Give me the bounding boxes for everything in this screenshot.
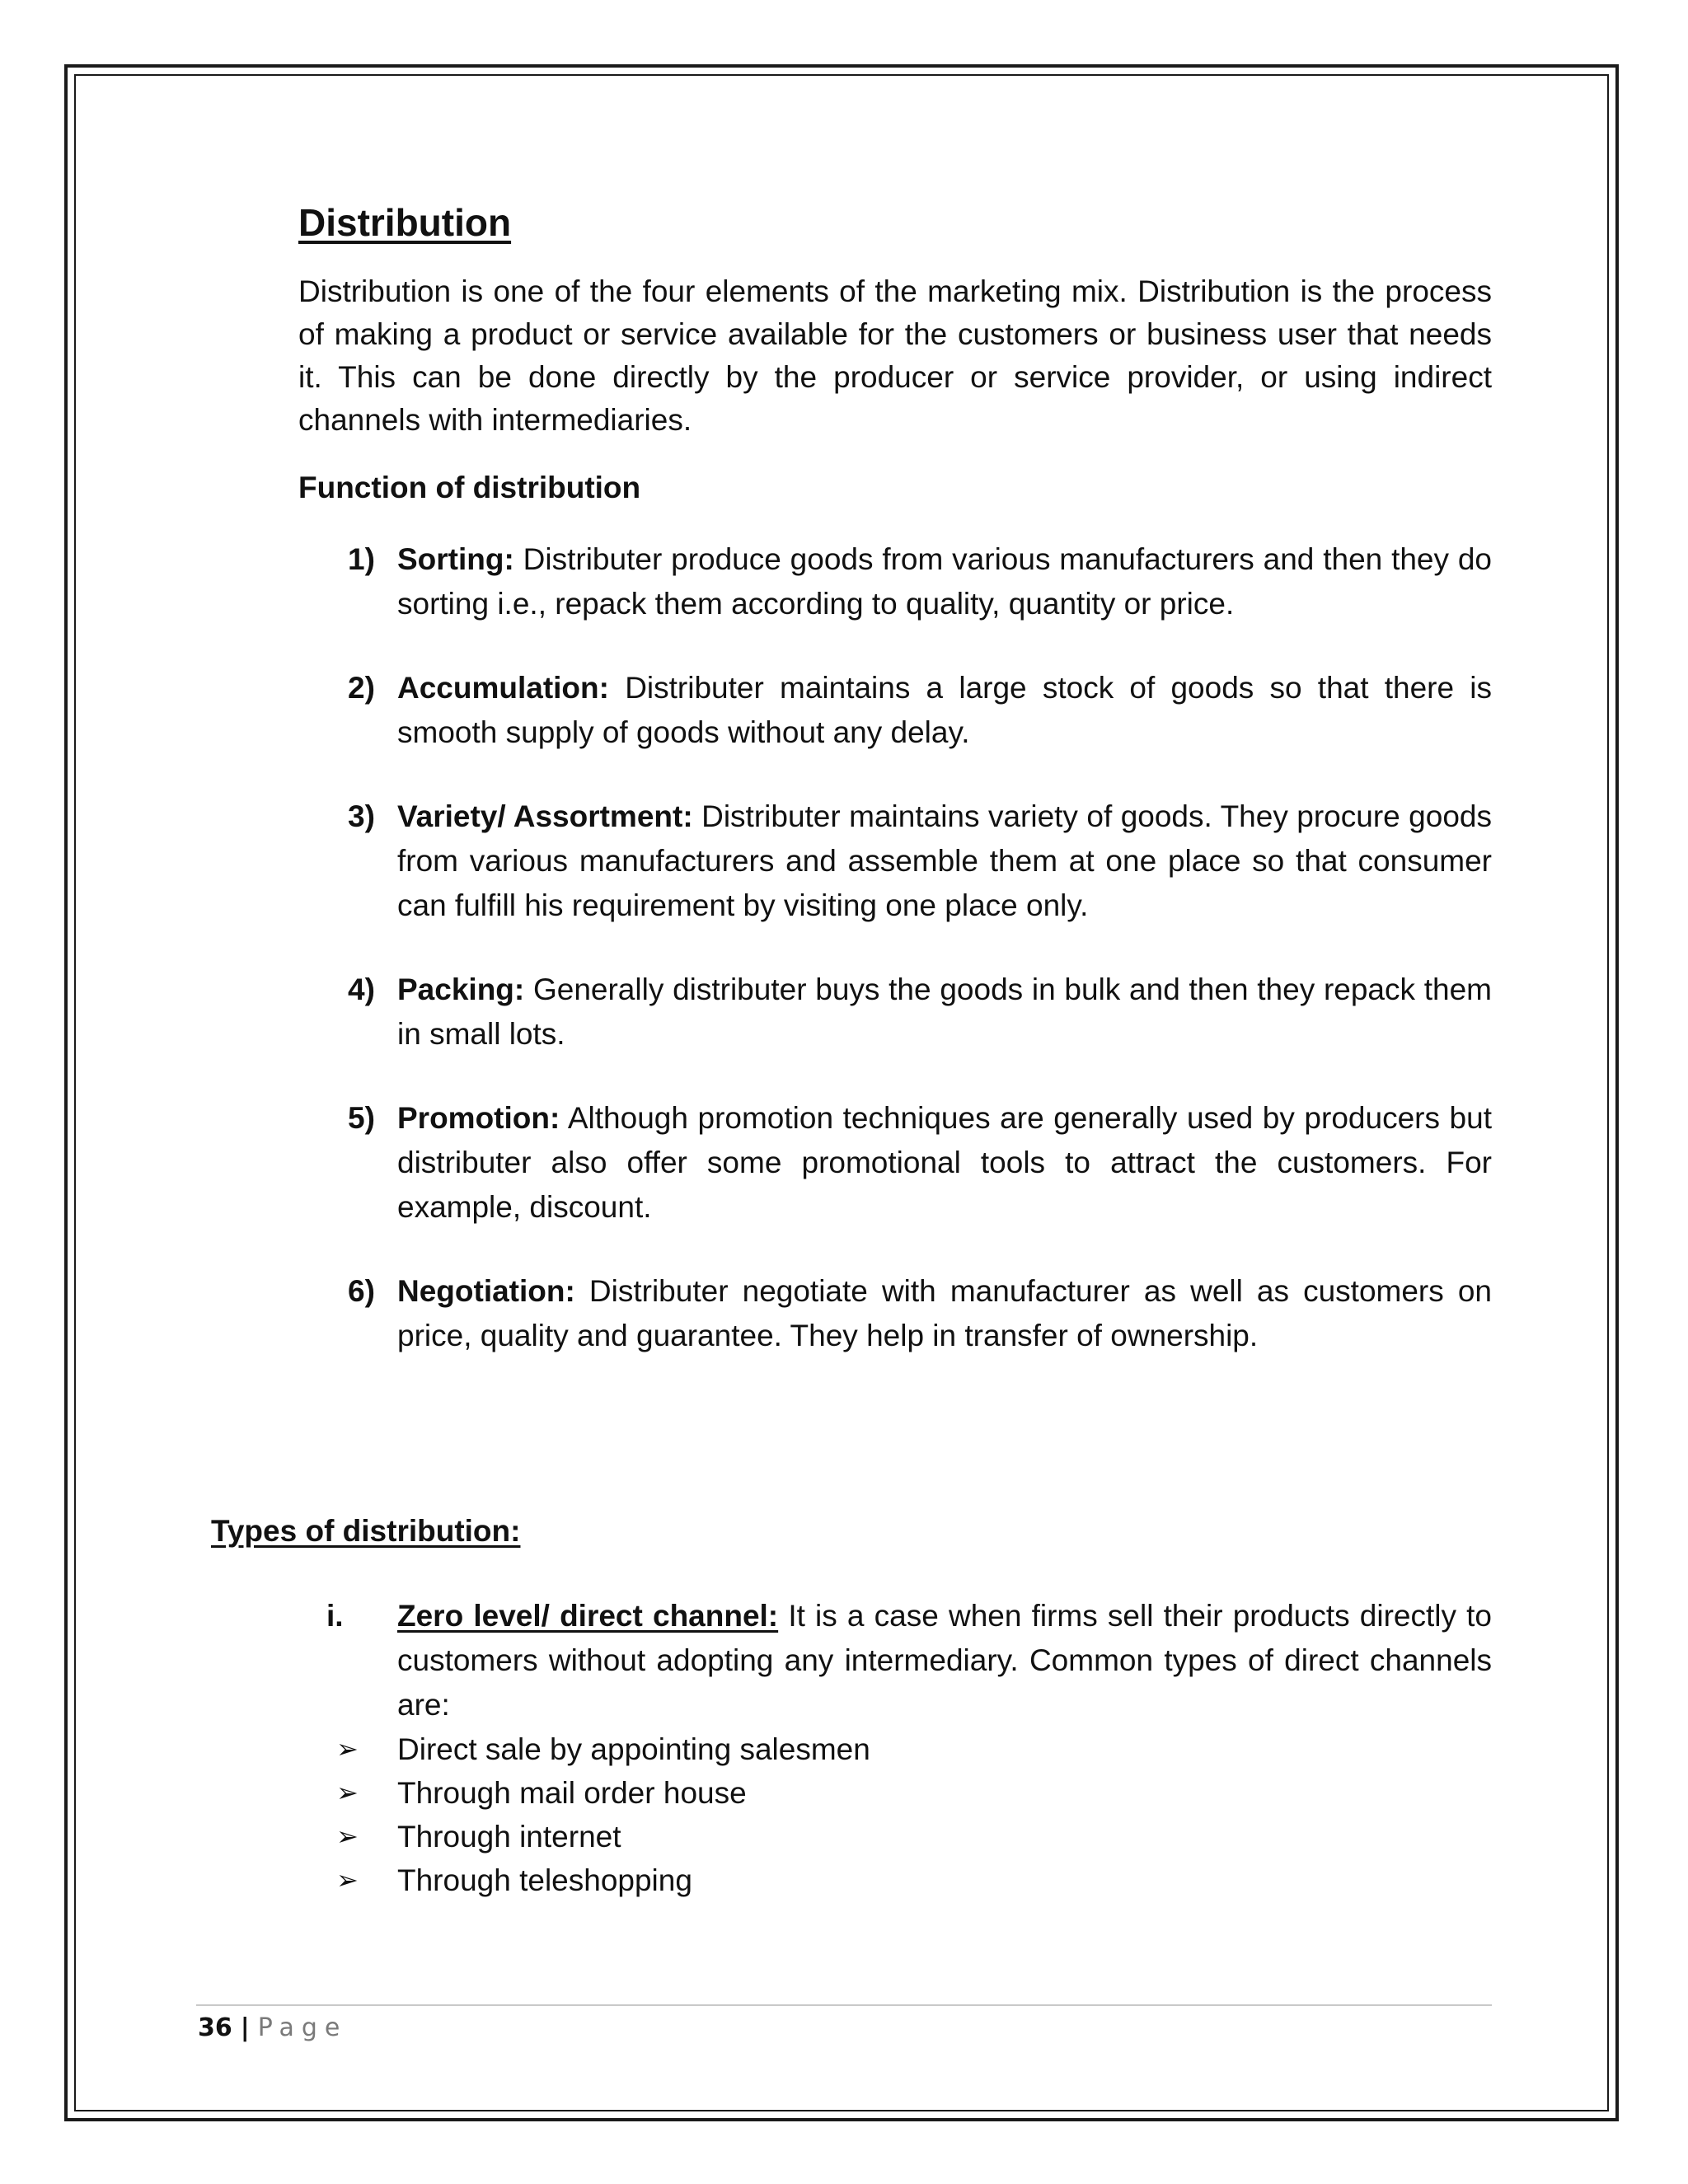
channel-item: [298, 1594, 1492, 1727]
intro-paragraph: Distribution is one of the four elements of the marketing mix. Distribution is the process of making a product or service available for the customers or business user that needs it. This can be done directly by the producer or service provider, or using indirect channels with intermediaries.: [298, 274, 1492, 437]
channel-bullet-list: [298, 1727, 1492, 1902]
function-number: 4): [348, 972, 375, 1006]
function-term: Packing:: [397, 972, 525, 1006]
function-item: [298, 1269, 1492, 1358]
page-title: Distribution: [298, 201, 512, 244]
page-separator: |: [240, 2013, 250, 2042]
function-text: Generally distributer buys the goods in bulk and then they repack them in small lots.: [397, 972, 1493, 1051]
arrow-bullet-icon: ➢: [336, 1733, 359, 1765]
channel-term: Zero level/ direct channel:: [397, 1599, 779, 1633]
function-term: Negotiation:: [397, 1274, 575, 1308]
arrow-bullet-icon: ➢: [336, 1777, 359, 1808]
function-text: Although promotion techniques are generally used by producers but distributer also offer some promotional tools to attract the customers. For example, discount.: [397, 1101, 1492, 1224]
channel-number: i.: [326, 1599, 344, 1633]
functions-heading: Function of distribution: [298, 471, 641, 504]
function-text: Distributer produce goods from various manufacturers and then they do sorting i.e., repack them according to quality, quantity or price.: [397, 542, 1493, 621]
main-content: [298, 198, 1492, 1398]
function-term: Variety/ Assortment:: [397, 799, 693, 833]
function-term: Promotion:: [397, 1101, 560, 1135]
page-number: 36: [198, 2013, 232, 2042]
function-text: Distributer maintains a large stock of goods so that there is smooth supply of goods without any delay.: [397, 671, 1492, 749]
page-footer: [198, 2011, 347, 2046]
channel-section: [298, 1594, 1492, 1902]
page-label: Page: [257, 2013, 348, 2042]
function-number: 3): [348, 799, 375, 833]
list-item: [298, 1727, 1492, 1771]
bullet-text: Direct sale by appointing salesmen: [397, 1732, 870, 1766]
list-item: [298, 1815, 1492, 1858]
footer-divider: [196, 2004, 1492, 2006]
functions-list: [298, 537, 1492, 1358]
function-item: [298, 1096, 1492, 1230]
function-number: 2): [348, 671, 375, 705]
arrow-bullet-icon: ➢: [336, 1864, 359, 1896]
function-number: 1): [348, 542, 375, 576]
function-number: 6): [348, 1274, 375, 1308]
types-heading: Types of distribution:: [211, 1514, 521, 1548]
channel-text: It is a case when firms sell their products directly to customers without adopting any intermediary. Common types of direct channels are:: [397, 1599, 1493, 1722]
list-item: [298, 1858, 1492, 1902]
function-item: [298, 537, 1492, 626]
function-term: Sorting:: [397, 542, 514, 576]
function-number: 5): [348, 1101, 375, 1135]
list-item: [298, 1771, 1492, 1815]
function-item: [298, 968, 1492, 1057]
function-term: Accumulation:: [397, 671, 609, 705]
function-item: [298, 666, 1492, 755]
bullet-text: Through mail order house: [397, 1776, 747, 1810]
function-text: Distributer negotiate with manufacturer as well as customers on price, quality and guarantee. They help in transfer of ownership.: [397, 1274, 1493, 1352]
bullet-text: Through internet: [397, 1820, 621, 1854]
arrow-bullet-icon: ➢: [336, 1821, 359, 1852]
bullet-text: Through teleshopping: [397, 1863, 692, 1897]
function-item: [298, 794, 1492, 928]
function-text: Distributer maintains variety of goods. They procure goods from various manufacturers and assemble them at one place so that consumer can fulfill his requirement by visiting one place only.: [397, 799, 1492, 922]
